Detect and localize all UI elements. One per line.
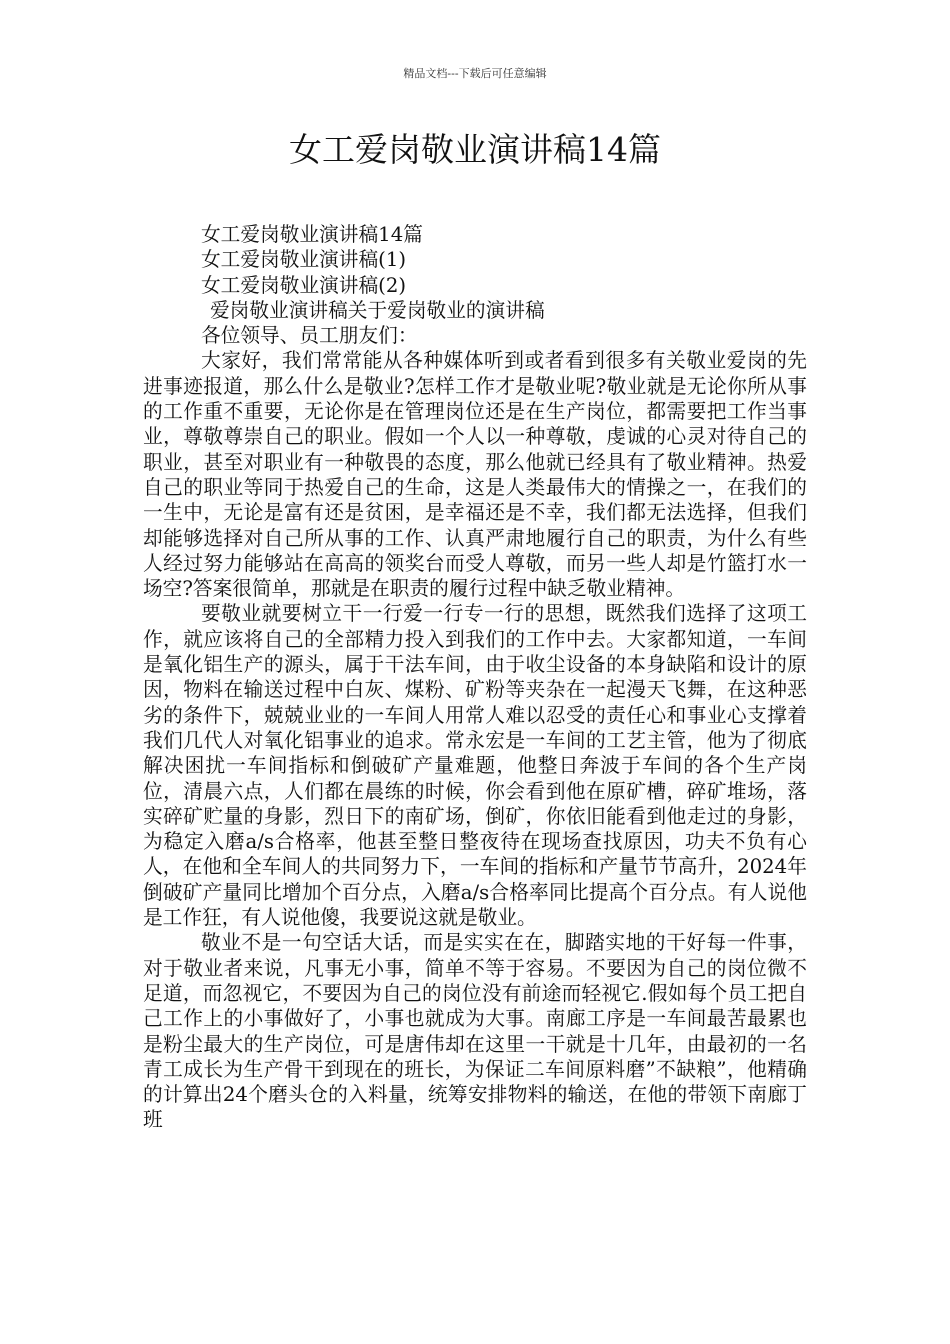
table-of-contents (143, 222, 807, 323)
document-body (143, 222, 807, 1133)
body-paragraph: 大家好，我们常常能从各种媒体听到或者看到很多有关敬业爱岗的先进事迹报道，那么什么是敬业?怎样工作才是敬业呢?敬业就是无论你所从事的工作重不重要，无论你是在管理岗位还是在生产岗位，都需要把工作当事业，尊敬尊崇自己的职业。假如一个人以一种尊敬，虔诚的心灵对待自己的职业，甚至对职业有一种敬畏的态度，那么他就已经具有了敬业精神。热爱自己的职业等同于热爱自己的生命，这是人类最伟大的情操之一，在我们的一生中，无论是富有还是贫困，是幸福还是不幸，我们都无法选择，但我们却能够选择对自己所从事的工作、认真严肃地履行自己的职责，为什么有些人经过努力能够站在高高的领奖台而受人尊敬，而另一些人却是竹篮打水一场空?答案很简单，那就是在职责的履行过程中缺乏敬业精神。 (143, 349, 807, 601)
toc-item: 女工爱岗敬业演讲稿(2) (201, 273, 407, 297)
body-paragraph: 敬业不是一句空话大话，而是实实在在，脚踏实地的干好每一件事，对于敬业者来说，凡事无小事，简单不等于容易。不要因为自己的岗位微不足道，而忽视它，不要因为自己的岗位没有前途而轻视它.假如每个员工把自己工作上的小事做好了，小事也就成为大事。南廊工序是一车间最苦最累也是粉尘最大的生产岗位，可是唐伟却在这里一干就是十几年，由最初的一名青工成长为生产骨干到现在的班长，为保证二车间原料磨”不缺粮”，他精确的计算出24个磨头仓的入料量，统筹安排物料的输送，在他的带领下南廊丁班 (143, 931, 807, 1132)
page-header: 精品文档---下载后可任意编辑 (403, 67, 547, 80)
body-paragraph: 要敬业就要树立干一行爱一行专一行的思想，既然我们选择了这项工作，就应该将自己的全部精力投入到我们的工作中去。大家都知道，一车间是氧化铝生产的源头，属于干法车间，由于收尘设备的本身缺陷和设计的原因，物料在输送过程中白灰、煤粉、矿粉等夹杂在一起漫天飞舞，在这种恶劣的条件下，兢兢业业的一车间人用常人难以忍受的责任心和事业心支撑着我们几代人对氧化铝事业的追求。常永宏是一车间的工艺主管，他为了彻底解决困扰一车间指标和倒破矿产量难题，他整日奔波于车间的各个生产岗位，清晨六点，人们都在晨练的时候，你会看到他在原矿槽，碎矿堆场，落实碎矿贮量的身影，烈日下的南矿场，倒矿，你依旧能看到他走过的身影，为稳定入磨a/s合格率，他甚至整日整夜待在现场查找原因，功夫不负有心人，在他和全车间人的共同努力下，一车间的指标和产量节节高升，2024年倒破矿产量同比增加个百分点，入磨a/s合格率同比提高个百分点。有人说他是工作狂，有人说他傻，我要说这就是敬业。 (143, 602, 807, 930)
greeting: 各位领导、员工朋友们： (201, 324, 418, 348)
toc-item: 爱岗敬业演讲稿关于爱岗敬业的演讲稿 (210, 298, 545, 322)
toc-item: 女工爱岗敬业演讲稿(1) (201, 248, 407, 272)
toc-item: 女工爱岗敬业演讲稿14篇 (201, 223, 423, 246)
document-title: 女工爱岗敬业演讲稿14篇 (289, 130, 661, 169)
